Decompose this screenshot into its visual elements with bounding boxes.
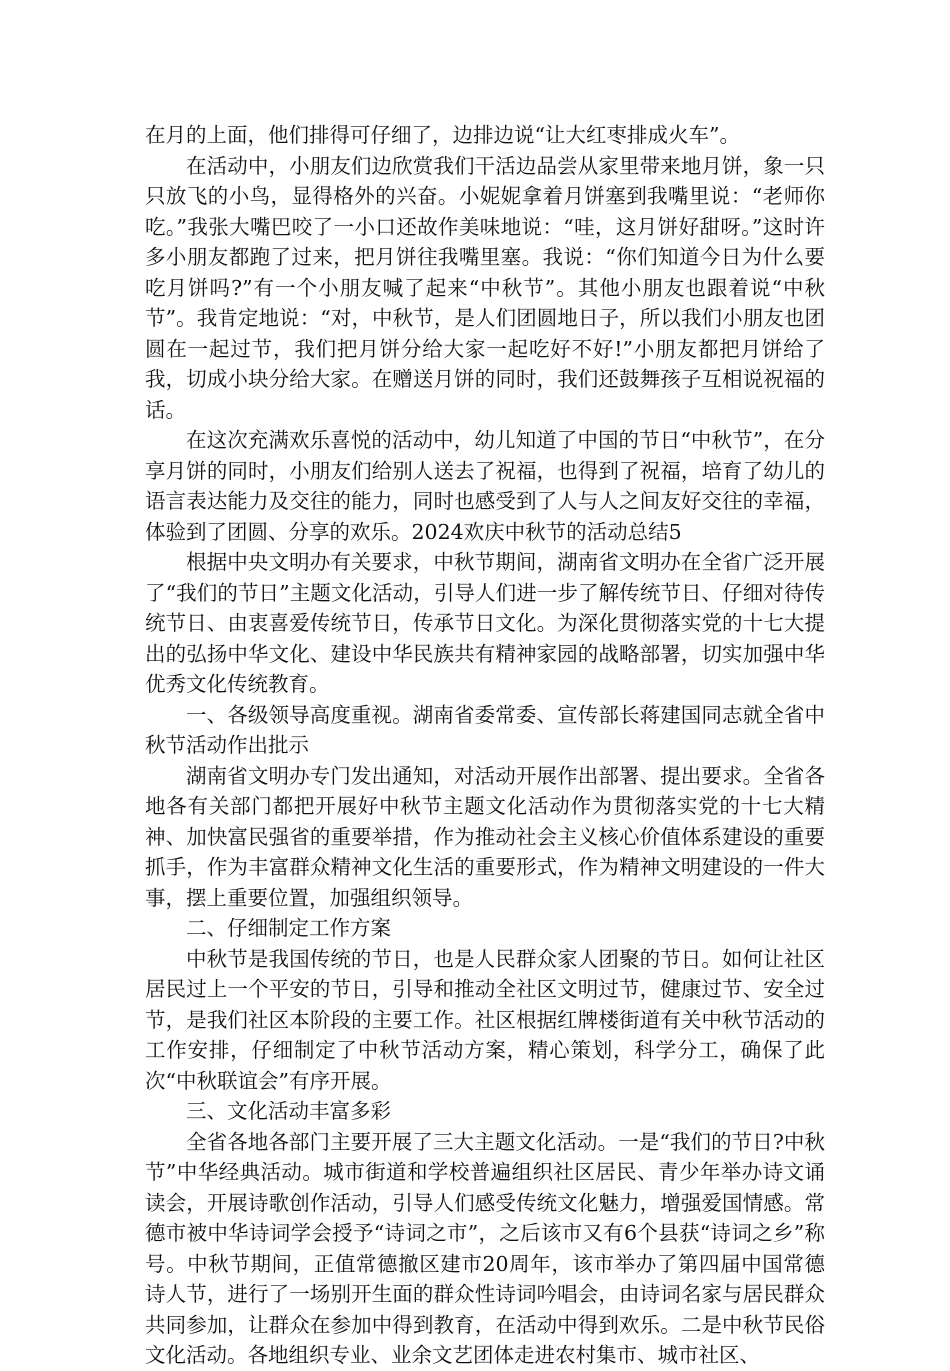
paragraph-6: 中秋节是我国传统的节日，也是人民群众家人团聚的节日。如何让社区居民过上一个平安的节日，引导和推动全社区文明过节，健康过节、安全过节，是我们社区本阶段的主要工作。社区根据红牌楼街道有关中秋节活动的工作安排，仔细制定了中秋节活动方案，精心策划，科学分工，确保了此次“中秋联谊会”有序开展。 [145, 946, 825, 1093]
heading-section-2: 二、仔细制定工作方案 [186, 916, 391, 940]
paragraph-2: 在活动中，小朋友们边欣赏我们干活边品尝从家里带来地月饼，象一只只放飞的小鸟，显得格外的兴奋。小妮妮拿着月饼塞到我嘴里说：“老师你吃。”我张大嘴巴咬了一小口还故作美味地说：“哇，这月饼好甜呀。”这时许多小朋友都跑了过来，把月饼往我嘴里塞。我说：“你们知道今日为什么要吃月饼吗?”有一个小朋友喊了起来“中秋节”。其他小朋友也跟着说“中秋节”。我肯定地说：“对，中秋节，是人们团圆地日子，所以我们小朋友也团圆在一起过节，我们把月饼分给大家一起吃好不好!”小朋友都把月饼给了我，切成小块分给大家。在赠送月饼的同时，我们还鼓舞孩子互相说祝福的话。 [145, 153, 825, 422]
document-body [145, 120, 825, 1371]
heading-section-1: 一、各级领导高度重视。湖南省委常委、宣传部长蒋建国同志就全省中秋节活动作出批示 [145, 702, 825, 757]
paragraph-3: 在这次充满欢乐喜悦的活动中，幼儿知道了中国的节日“中秋节”，在分享月饼的同时，小朋友们给别人送去了祝福，也得到了祝福，培育了幼儿的语言表达能力及交往的能力，同时也感受到了人与人之间友好交往的幸福，体验到了团圆、分享的欢乐。2024欢庆中秋节的活动总结5 [145, 428, 825, 544]
paragraph-4: 根据中央文明办有关要求，中秋节期间，湖南省文明办在全省广泛开展了“我们的节日”主题文化活动，引导人们进一步了解传统节日、仔细对待传统节日、由衷喜爱传统节日，传承节日文化。为深化贯彻落实党的十七大提出的弘扬中华文化、建设中华民族共有精神家园的战略部署，切实加强中华优秀文化传统教育。 [145, 550, 825, 696]
paragraph-1: 在月的上面，他们排得可仔细了，边排边说“让大红枣排成火车”。 [145, 123, 740, 147]
paragraph-5: 湖南省文明办专门发出通知，对活动开展作出部署、提出要求。全省各地各有关部门都把开展好中秋节主题文化活动作为贯彻落实党的十七大精神、加快富民强省的重要举措，作为推动社会主义核心价值体系建设的重要抓手，作为丰富群众精神文化生活的重要形式，作为精神文明建设的一件大事，摆上重要位置，加强组织领导。 [145, 763, 825, 910]
paragraph-7: 全省各地各部门主要开展了三大主题文化活动。一是“我们的节日?中秋节”中华经典活动。城市街道和学校普遍组织社区居民、青少年举办诗文诵读会，开展诗歌创作活动，引导人们感受传统文化魅力，增强爱国情感。常德市被中华诗词学会授予“诗词之市”，之后该市又有6个县获“诗词之乡”称号。中秋节期间，正值常德撤区建市20周年，该市举办了第四届中国常德诗人节，进行了一场别开生面的群众性诗词吟唱会，由诗词名家与居民群众共同参加，让群众在参加中得到教育，在活动中得到欢乐。二是中秋节民俗文化活动。各地组织专业、业余文艺团体走进农村集市、城市社区、 [145, 1129, 825, 1367]
heading-section-3: 三、文化活动丰富多彩 [186, 1099, 391, 1123]
